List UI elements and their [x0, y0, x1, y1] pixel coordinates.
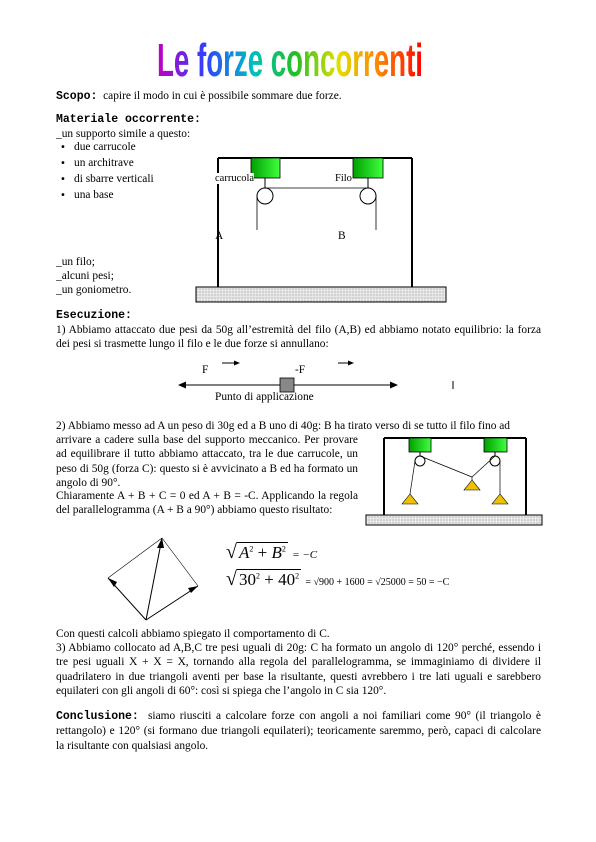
formula1-exp-a: 2 [249, 544, 254, 554]
label-f: F [202, 364, 209, 376]
formula2-b: 40 [278, 570, 296, 589]
paragraph-2a: 2) Abbiamo messo ad A un peso di 30g ed a B uno di 40g: B ha tirato verso di se tutto il filo fino ad [56, 420, 510, 432]
esecuzione-heading: Esecuzione: [56, 309, 132, 322]
label-b: B [338, 230, 346, 242]
extra-item: _alcuni pesi; [56, 270, 114, 282]
bullet-item: • una base [74, 189, 114, 201]
formula1-a: A [238, 543, 250, 562]
page-title [150, 6, 430, 86]
scopo-text: capire il modo in cui è possibile sommare due forze. [103, 90, 342, 102]
materiale-intro: _un supporto simile a questo: [56, 128, 191, 140]
parallelogram-diagram [104, 534, 204, 624]
paragraph-3b: 3) Abbiamo collocato ad A,B,C tre pesi uguali di 20g: C ha formato un angolo di 120° perché, essendo i tre pesi uguali X + X = X, tornando alla regola del parallelogramma, se immaginiamo di dividere il quadrilatero in due triangoli aventi per base la risultante, questi avrebbero i tre lati uguali e sarebbero equilateri con gli angoli di 60°: così si spiega che l’angolo in C sia 120°. [56, 642, 541, 697]
paragraph-1: 1) Abbiamo attaccato due pesi da 50g all’estremità del filo (A,B) ed abbiamo notato equilibrio: la forza dei pesi si trasmette lungo il filo e le due forze si annullano: [56, 324, 541, 351]
bullet-item: • di sbarre verticali [74, 173, 154, 185]
bullet-item: • due carrucole [74, 141, 136, 153]
formula2-a: 30 [238, 570, 256, 589]
formula2-exp-b: 2 [295, 571, 300, 581]
paragraph-2b: arrivare a cadere sulla base del supporto meccanico. Per provare ad equilibrare il tutto abbiamo attaccato, tra le due carrucole, un peso di 50g (forza C): questo si è avvicinato a B ed ha formato un angolo di 90°. [56, 434, 358, 489]
extra-item: _un goniometro. [56, 284, 132, 296]
paragraph-2c: Chiaramente A + B + C = 0 ed A + B = -C. Applicando la regola del parallelogramma (A + B a 90°) abbiamo questo risultato: [56, 490, 358, 517]
conclusione-text: siamo riusciti a calcolare forze con angoli a noi familiari come 90° (il triangolo è rettangolo) e 120° (si formano due triangoli equilateri); teoricamente saremmo, però, capaci di calcolare la risultante con qualsiasi angolo. [56, 710, 541, 752]
application-point [280, 378, 294, 392]
materiale-heading: Materiale occorrente: [56, 113, 201, 126]
extra-item: _un filo; [56, 256, 95, 268]
formula1-b: B [271, 543, 282, 562]
title-wordart [150, 6, 430, 86]
formula2-rhs: = √900 + 1600 = √25000 = 50 = −C [305, 577, 450, 588]
scopo-label: Scopo: [56, 90, 98, 103]
label-punto-applicazione: Punto di applicazione [215, 391, 314, 403]
bullet-item: • un architrave [74, 157, 134, 169]
conclusione-paragraph [56, 709, 541, 753]
pulley-left [257, 188, 273, 204]
formula1-rhs: = −C [292, 549, 318, 561]
pulley-mount-left [251, 158, 280, 178]
conclusione-label: Conclusione: [56, 710, 139, 723]
base-platform [196, 287, 446, 302]
paragraph-3a: Con questi calcoli abbiamo spiegato il comportamento di C. [56, 628, 330, 640]
scopo-line [56, 89, 342, 104]
label-filo: Filo [335, 173, 352, 184]
formula-2: √ $30^2 + 40^2 = √900 + 1600 = √25000 = 50 = -C$ [226, 568, 450, 590]
label-minus-f: -F [295, 364, 306, 376]
pulley-mount-right [353, 158, 383, 178]
formula1-exp-b: 2 [281, 544, 286, 554]
pulley-right [360, 188, 376, 204]
title-text: Le forze concorrenti [157, 34, 423, 86]
formula2-exp-a: 2 [255, 571, 260, 581]
label-a: A [215, 230, 224, 242]
formula-1: √ $A^2 + B^2 = -C$ [226, 541, 318, 563]
forces-diagram [170, 355, 470, 395]
label-carrucola: carrucola [215, 173, 255, 184]
weights-diagram [362, 432, 548, 528]
